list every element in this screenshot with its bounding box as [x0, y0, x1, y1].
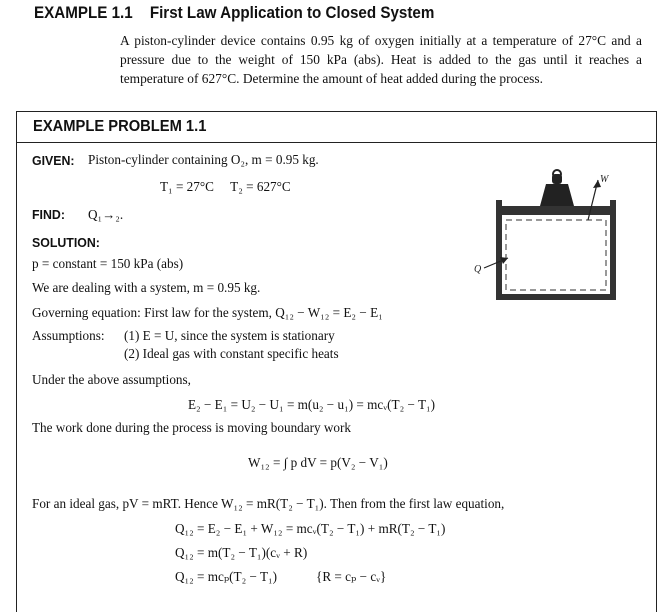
- find-text: Q₁→₂.: [88, 207, 124, 222]
- heat-equation-3: Q₁₂ = mcₚ(T₂ − T₁): [175, 569, 278, 584]
- example-number: EXAMPLE 1.1: [34, 4, 133, 22]
- work-equation: W₁₂ = ∫ p dV = p(V₂ − V₁): [248, 455, 388, 470]
- heat-equation-2: Q₁₂ = m(T₂ − T₁)(cᵥ + R): [175, 545, 308, 560]
- piston: [502, 206, 610, 215]
- given-label: GIVEN:: [32, 153, 75, 168]
- assumptions-label: Assumptions:: [32, 328, 105, 343]
- under-assumptions-line: Under the above assumptions,: [32, 372, 191, 387]
- box-header: [17, 112, 656, 143]
- energy-equation: E₂ − E₁ = U₂ − U₁ = m(u₂ − u₁) = mcᵥ(T₂ − T₁): [188, 397, 436, 412]
- gas-boundary: [506, 220, 606, 290]
- given-text: Piston-cylinder containing O₂, m = 0.95 kg.: [88, 152, 319, 167]
- ideal-gas-line: For an ideal gas, pV = mRT. Hence W₁₂ = mR(T₂ − T₁). Then from the first law equation,: [32, 496, 505, 511]
- example-header: [34, 4, 434, 23]
- given-temperatures: T₁ = 27°C T₂ = 627°C: [160, 179, 291, 194]
- weight-icon: [540, 170, 574, 206]
- problem-statement: A piston-cylinder device contains 0.95 kg of oxygen initially at a temperature of 27°C and a pressure due to the weight of 150 kPa (abs). Heat is added to the gas until it reaches a temperature of 627°C. Determine the amount of heat added during the process.: [120, 33, 642, 86]
- solution-label: SOLUTION:: [32, 235, 100, 250]
- example-title: First Law Application to Closed System: [149, 4, 435, 22]
- heat-equation-3-note: {R = cₚ − cᵥ}: [316, 569, 387, 584]
- box-title: EXAMPLE PROBLEM 1.1: [33, 118, 207, 135]
- find-label: FIND:: [32, 207, 65, 222]
- work-line: The work done during the process is moving boundary work: [32, 420, 352, 435]
- heat-equation-1: Q₁₂ = E₂ − E₁ + W₁₂ = mcᵥ(T₂ − T₁) + mR(T₂ − T₁): [175, 521, 446, 536]
- work-label: W: [600, 174, 609, 185]
- governing-equation-line: Governing equation: First law for the system, Q₁₂ − W₁₂ = E₂ − E₁: [32, 305, 383, 320]
- piston-cylinder-diagram: [470, 160, 630, 310]
- system-line: We are dealing with a system, m = 0.95 kg.: [32, 280, 261, 295]
- heat-label: Q: [474, 264, 482, 275]
- pressure-line: p = constant = 150 kPa (abs): [32, 256, 184, 271]
- assumption-1: (1) E = U, since the system is stationary: [124, 328, 335, 343]
- assumption-2: (2) Ideal gas with constant specific heats: [124, 346, 339, 361]
